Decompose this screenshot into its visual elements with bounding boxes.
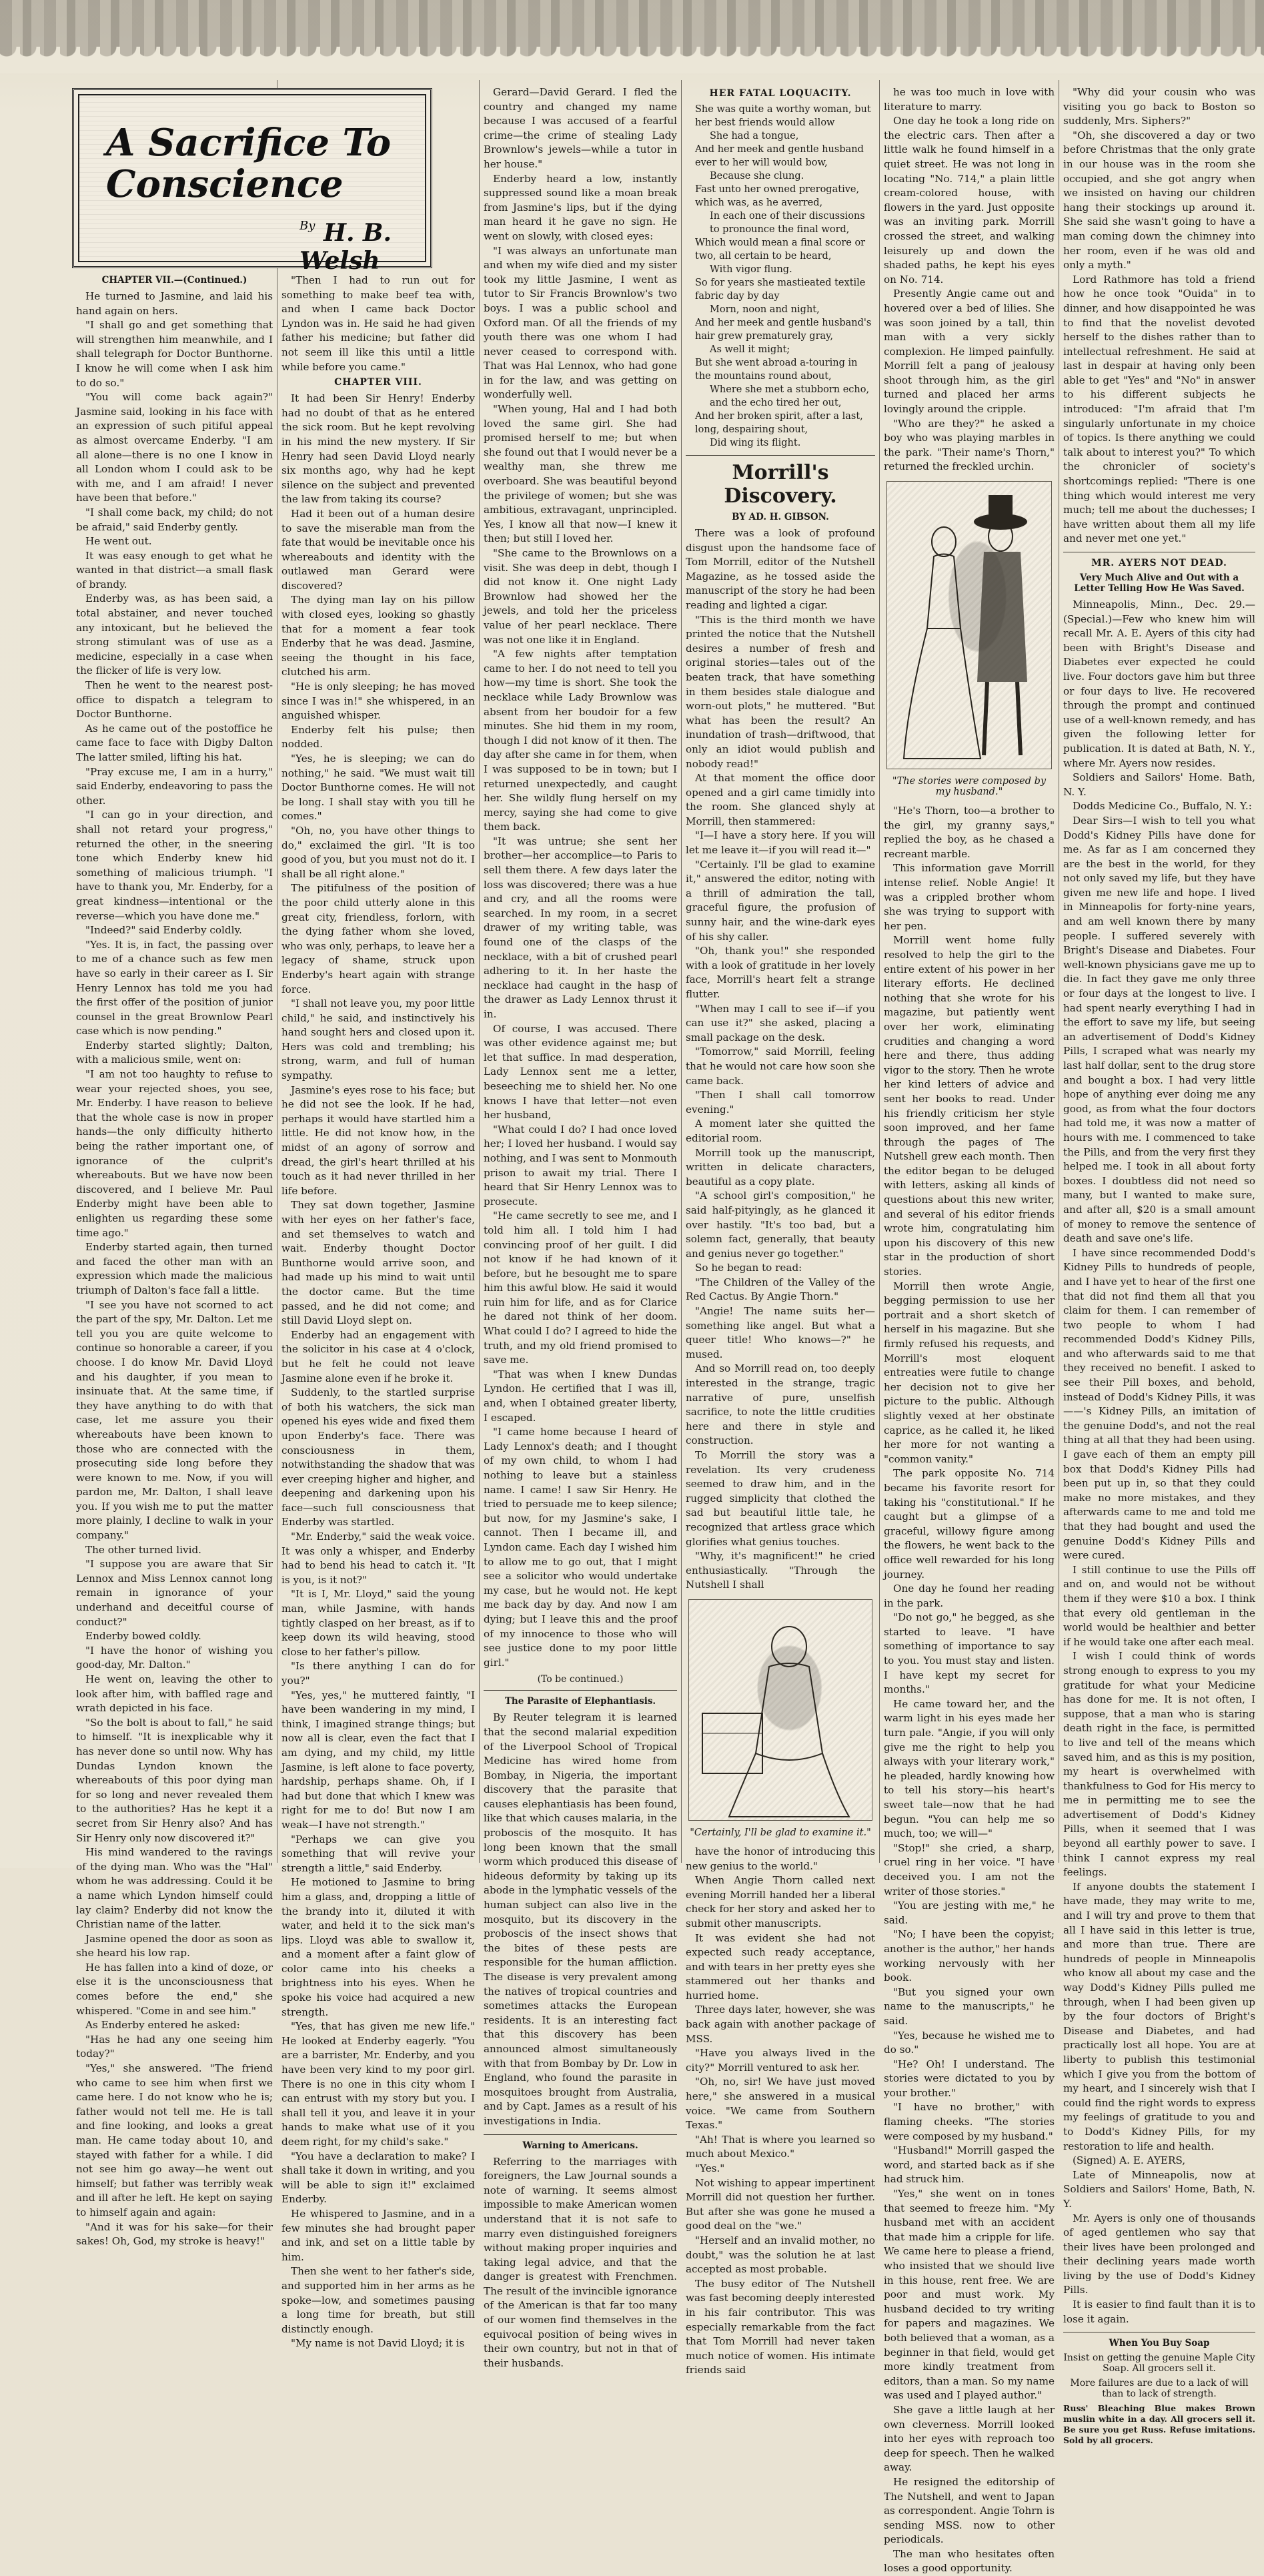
paragraph: As Enderby entered he asked: xyxy=(85,2019,240,2032)
paragraph: Enderby bowed coldly. xyxy=(85,1630,201,1643)
paragraph: "I came home because I heard of Lady Lennox's death; and I thought of my own child, to whom I had nothing to leave but a stainless name. I came! I saw Sir Henry. He tried to persuade me to keep silence; but now, for my Jasmine's sake, I cannot. Then I became ill, and Lyndon came. Each day I wished him to allow me to go out, that I might see a solicitor who would undertake my case, but he would not. He kept me back day by day. And now I am dying; but I leave this and the proof of my innocence to those who will see justice done to my poor little girl." xyxy=(484,1426,677,1669)
illustration-woman-at-desk xyxy=(688,1599,872,1821)
paragraph: Enderby felt his pulse; then nodded. xyxy=(281,723,475,751)
story-byline: $^{By}$ H. B. Welsh xyxy=(299,219,392,275)
chapter-8-heading: CHAPTER VIII. xyxy=(334,377,422,388)
paragraph: "Herself and an invalid mother, no doubt," was the solution he at last accepted as most probable. xyxy=(686,2234,875,2276)
misc-text-col6 xyxy=(1063,85,1255,546)
paragraph: Of course, I was accused. There was other evidence against me; but let that suffice. In mad desperation, Lady Lennox sent me a letter, beseeching me to shield her. No one knows I have that letter—not even her husband, xyxy=(484,1022,677,1122)
paragraph: Presently Angie came out and hovered over a bed of lilies. She was soon joined by a tall, thin man with a very sickly complexion. He limped painfully. Morrill felt a pang of jealousy shoot through him, as the girl turned and placed her arms lovingly around the cripple. xyxy=(884,288,1055,416)
paragraph: "So the bolt is about to fall," he said to himself. "It is inexplicable why it has never done so until now. Why has Dundas Lyndon known the whereabouts of this poor dying man for so long and never revealed them to the authorities? Has he kept it a secret from Sir Henry also? And has Sir Henry only now discovered it?" xyxy=(76,1716,273,1844)
paragraph: He went out. xyxy=(85,535,152,548)
paragraph: The man who hesitates often loses a good opportunity. xyxy=(884,2547,1055,2575)
paragraph: "I was always an unfortunate man and when my wife died and my sister took my little Jasmine, I went as tutor to Sir Francis Brownlow's two boys. I was a public school and Oxford man. Of all the friends of my youth there was one whom I had never ceased to correspond with. That was Hal Lennox, who had gone in for the law, and was getting on wonderfully well. xyxy=(484,244,677,401)
paragraph: Enderby started slightly; Dalton, with a malicious smile, went on: xyxy=(76,1039,273,1066)
paragraph: One day he found her reading in the park. xyxy=(884,1583,1055,1609)
paragraph: "Mr. Enderby," said the weak voice. It was only a whisper, and Enderby had to bend his head to catch it. "It is you, is it not?" xyxy=(281,1531,475,1586)
paragraph: I wish I could think of words strong enough to express to you my gratitude for what your Medicine has done for me. It is not often, I suppose, that a man who is staring death right in the face, is permitted to live and tell of the means which saved him, and as this is my position, my heart is overwhelmed with thankfulness to God for His mercy to me in permitting me to see the advertisement of Dodd's Kidney Pills, when it seemed that I was beyond all earthly power to save. I think I cannot express my real feelings. xyxy=(1063,1650,1255,1879)
story-title-box xyxy=(72,88,432,275)
paragraph: When Angie Thorn called next evening Morrill handed her a liberal check for her story and asked her to submit other manuscripts. xyxy=(686,1874,875,1929)
paragraph: have the honor of introducing this new genius to the world." xyxy=(686,1845,875,1872)
story-text-col3 xyxy=(484,85,677,1670)
morrill-title: Morrill's Discovery. xyxy=(724,461,837,508)
paragraph: "Oh, no, you have other things to do," exclaimed the girl. "It is too good of you, but you must not do it. I shall be all right alone." xyxy=(281,824,475,880)
soap-heading: When You Buy Soap xyxy=(1109,2338,1210,2349)
paragraph: "Why, it's magnificent!" he cried enthusiastically. "Through the Nutshell I shall xyxy=(686,1550,875,1591)
paragraph: "Is there anything I can do for you?" xyxy=(281,1660,475,1687)
paragraph: "Yes, he is sleeping; we can do nothing," he said. "We must wait till Doctor Bunthorne comes. He will not be long. I shall stay with you till he comes." xyxy=(281,753,475,823)
poem-line: She had a tongue, xyxy=(710,131,799,141)
illustration-couple xyxy=(886,481,1052,769)
paragraph: He turned to Jasmine, and laid his hand again on hers. xyxy=(76,290,273,317)
paragraph: "Then I shall call tomorrow evening." xyxy=(686,1089,875,1116)
paragraph: He went on, leaving the other to look after him, with baffled rage and wrath depicted in his face. xyxy=(76,1673,273,1715)
paragraph: Enderby heard a low, instantly suppressed sound like a moan break from Jasmine's lips, but if the dying man heard it he gave no sign. He went on slowly, with closed eyes: xyxy=(484,172,677,242)
paragraph: "I can go in your direction, and shall not retard your progress," returned the other, in the sneering tone which Enderby knew hid something of malicious triumph. "I have to thank you, Mr. Enderby, for a great kindness—intentional or the reverse—which you have done me." xyxy=(76,809,273,922)
paragraph: At that moment the office door opened and a girl came timidly into the room. She glanced shyly at Morrill, then stammered: xyxy=(686,772,875,827)
paragraph: Had it been out of a human desire to save the miserable man from the fate that would be inevitable once his whereabouts and identity with the outlawed man Gerard were discovered? xyxy=(281,507,475,592)
paragraph: "Yes, yes," he muttered faintly, "I have been wandering in my mind, I think, I imagined strange things; but now all is clear, even the fact that I am dying, and my child, my little Jasmine, is left alone to face poverty, hardship, perhaps shame. Oh, if I had but done that which I knew was right for me to do! But now I am weak—I have not strength." xyxy=(281,1689,475,1831)
paragraph: he was too much in love with literature to marry. xyxy=(884,86,1055,113)
column-1 xyxy=(72,274,277,2248)
paragraph: One day he took a long ride on the electric cars. Then after a little walk he found himself in a quiet street. He was not long in locating "No. 714," a plain little cream-colored house, with flowers in the yard. Just opposite was an inviting park. Morrill crossed the street, and walking leisurely up and down the shaded paths, he kept his eyes on No. 714. xyxy=(884,115,1055,286)
paragraph: Morrill then wrote Angie, begging permission to use her portrait and a short sketch of herself in his magazine. But she firmly refused his requests, and Morrill's most eloquent entreaties were futile to change her decision not to give her picture to the public. Although slightly vexed at her obstinate caprice, as he called it, he liked her more for not wanting a "common vanity." xyxy=(884,1280,1055,1465)
paragraph: "He? Oh! I understand. The stories were dictated to you by your brother." xyxy=(884,2058,1055,2099)
warning-text xyxy=(484,2155,677,2371)
paragraph: "My name is not David Lloyd; it is xyxy=(291,2337,465,2350)
paragraph: "You are jesting with me," he said. xyxy=(884,1899,1055,1926)
paragraph: Enderby had an engagement with the solicitor in his case at 4 o'clock, but he felt he could not leave Jasmine alone even if he broke it. xyxy=(281,1328,475,1384)
paragraph: Dear Sirs—I wish to tell you what Dodd's Kidney Pills have done for me. As far as I am concerned they are the best in the world, for they not only saved my life, but they have given me new life and hope. I lived in Minneapolis for forty-nine years, and am well known there by many people. I suffered severely with Bright's Disease and Diabetes. Four well-known physicians gave me up to die. In fact they gave me only three or four days at the longest to live. I had spent nearly everything I had in the effort to save my life, but seeing an advertisement of Dodd's Kidney Pills, I scraped what was nearly my last half dollar, sent to the drug store and bought a box. I had very little hope of anything ever doing me any good, as from what the four doctors had told me, it was now a matter of hours with me. I commenced to take the Pills, and from the very first they helped me. I took in all about forty boxes. I doubtless did not need so many, but I wanted to make sure, and after all, $20 is a small amount of money to remove the sentence of death and save one's life. xyxy=(1063,814,1255,1245)
ayers-text xyxy=(1063,598,1255,2326)
paragraph: "It is I, Mr. Lloyd," said the young man, while Jasmine, with hands tightly clasped on her breast, as if to keep down its wild heaving, stood close to her father's pillow. xyxy=(281,1588,475,1658)
to-be-continued: (To be continued.) xyxy=(537,1674,624,1685)
column-2 xyxy=(277,274,479,2350)
paragraph: There was a look of profound disgust upon the handsome face of Tom Morrill, editor of the Nutshell Magazine, as he tossed aside the manuscript of the story he had been reading and lighted a cigar. xyxy=(686,527,875,611)
paragraph: (Signed) A. E. AYERS, xyxy=(1073,2154,1186,2167)
morrill-author: BY AD. H. GIBSON. xyxy=(732,512,829,522)
paragraph: "It was untrue; she sent her brother—her accomplice—to Paris to sell them there. A few days later the loss was discovered; there was a hue and cry, and all the rooms were searched. In my room, in a secret drawer of my writing table, was found one of the clasps of the necklace, with a bit of crushed pearl adhering to it. In her haste the necklace had caught in the hasp of the drawer as Lady Lennox thrust it in. xyxy=(484,835,677,1020)
paragraph: Not wishing to appear impertinent Morrill did not question her further. But after she was gone he mused a good deal on the "we." xyxy=(686,2176,875,2232)
illustration-caption-a: "Certainly, I'll be glad to examine it." xyxy=(690,1827,871,1838)
paragraph: "A few nights after temptation came to her. I do not need to tell you how—my time is short. She took the necklace while Lady Brownlow was absent from her boudoir for a few minutes. She hid them in my room, though I did not know of it then. The day after she came in for them, when I was supposed to be in town; but I returned unexpectedly, and caught her. She wildly flung herself on my mercy, saying she had come to give them back. xyxy=(484,648,677,833)
paragraph: Gerard—David Gerard. I fled the country and changed my name because I was accused of a fearful crime—the crime of stealing Lady Brownlow's jewels—while a tutor in her house." xyxy=(484,86,677,170)
paragraph: Lord Rathmore has told a friend how he once took "Ouida" in to dinner, and how disappointed he was to find that the novelist devoted herself to the dishes rather than to intellectual refreshment. He said at last in despair at having only been able to get "Yes" and "No" in answer to his different subjects he introduced: "I'm afraid that I'm singularly unfortunate in my choice of topics. Is there anything we could talk about to interest you?" To which the chronicler of society's shortcomings replied: "There is one thing which would interest me very much; tell me about the duchesses; I have written about them all my life and never met one yet." xyxy=(1063,273,1255,545)
russ-ad: Russ' Bleaching Blue makes Brown muslin white in a day. All grocers sell it. Be sure you get Russ. Refuse imitations. Sold by all grocers. xyxy=(1063,2403,1255,2446)
paragraph: "Yes, because he wished me to do so." xyxy=(884,2029,1055,2056)
paragraph: It is easier to find fault than it is to lose it again. xyxy=(1063,2298,1255,2325)
paragraph: The other turned livid. xyxy=(85,1543,201,1556)
paragraph: A moment later she quitted the editorial room. xyxy=(686,1118,875,1144)
ayers-subtitle: Very Much Alive and Out with a Letter Telling How He Was Saved. xyxy=(1074,572,1245,594)
morrill-text-col5b xyxy=(884,804,1055,2576)
paragraph: "Oh, no, sir! We have just moved here," she answered in a musical voice. "We came from Southern Texas." xyxy=(686,2076,875,2132)
paragraph: "Do not go," he begged, as she started to leave. "I have something of importance to say to you. You must stay and listen. I have kept my secret for months." xyxy=(884,1611,1055,1696)
paragraph: This information gave Morrill intense relief. Noble Angie! It was a crippled brother whom she was trying to support with her pen. xyxy=(884,862,1055,932)
paragraph: "Yes," she answered. "The friend who came to see him when first we came here. I do not know who he is; father would not tell me. He is tall and fine looking, and looks a great man. He came today about 10, and stayed with father for a while. I did not see him go away—he went out himself; but father was terribly weak and ill after he left. He kept on saying to himself again and again: xyxy=(76,2062,273,2218)
paragraph: As he came out of the postoffice he came face to face with Digby Dalton The latter smiled, lifting his hat. xyxy=(76,722,273,763)
poem-line: Where she met a stubborn echo, and the echo tired her out, xyxy=(710,384,870,408)
torn-edge xyxy=(0,47,1264,73)
paragraph: They sat down together, Jasmine with her eyes on her father's face, and set themselves to watch and wait. Enderby thought Doctor Bunthorne would arrive soon, and had made up his mind to wait until the doctor came. But the time passed, and he did not come; and still David Lloyd slept on. xyxy=(281,1199,475,1327)
paragraph: "I shall not leave you, my poor little child," he said, and instinctively his hand sought hers and closed upon it. Hers was cold and trembling; his strong, warm, and full of human sympathy. xyxy=(281,997,475,1082)
story-text-col1 xyxy=(76,290,273,2249)
paragraph: And so Morrill read on, too deeply interested in the strange, tragic narrative of pure, unselfish sacrifice, to note the little crudities here and there in style and construction. xyxy=(686,1362,875,1447)
paragraph: Suddenly, to the startled surprise of both his watchers, the sick man opened his eyes wide and fixed them upon Enderby's face. There was consciousness in them, notwithstanding the shadow that was ever creeping higher and higher, and deepening and darkening upon his face—such full consciousness that Enderby was startled. xyxy=(281,1386,475,1529)
failures-text: More failures are due to a lack of will than to lack of strength. xyxy=(1070,2378,1249,2400)
paragraph: He whispered to Jasmine, and in a few minutes she had brought paper and ink, and set on a little table by him. xyxy=(281,2207,475,2263)
paragraph: "Yes. It is, in fact, the passing over to me of a chance such as few men have so early in their career as I. Sir Henry Lennox has told me you had the first offer of the position of junior counsel in the great Brownlow Pearl case which is now pending." xyxy=(76,938,273,1037)
paragraph: He resigned the editorship of The Nutshell, and went to Japan as correspondent. Angie Tohrn is sending MSS. now to other periodicals. xyxy=(884,2475,1055,2546)
paragraph: "The Children of the Valley of the Red Cactus. By Angie Thorn." xyxy=(686,1276,875,1303)
paragraph: If anyone doubts the statement I have made, they may write to me, and I will try and prove to them that all I have said in this letter is true, and more than true. There are hundreds of people in Minneapolis who know all about my case and the way Dodd's Kidney Pills pulled me through, when I had been given up by the four doctors of Bright's Disease and Diabetes, and had practically lost all hope. You are at liberty to publish this testimonial which I give you from the bottom of my heart, and I sincerely wish that I could find the right words to express my feelings of gratitude to you and to Dodd's Kidney Pills, for my restoration to life and health. xyxy=(1063,1880,1255,2152)
paragraph: She gave a little laugh at her own cleverness. Morrill looked into her eyes with reproach too deep for speech. Then he walked away. xyxy=(884,2403,1055,2474)
paragraph: "That was when I knew Dundas Lyndon. He certified that I was ill, and, when I obtained greater liberty, I escaped. xyxy=(484,1368,677,1424)
elephantiasis-heading: The Parasite of Elephantiasis. xyxy=(504,1696,656,1707)
paragraph: He has fallen into a kind of doze, or else it is the unconsciousness that comes before the end," she whispered. "Come in and see him." xyxy=(76,1961,273,2017)
poem-line: With vigor flung. xyxy=(710,264,792,275)
paragraph: Jasmine's eyes rose to his face; but he did not see the look. If he had, perhaps it would have startled him a little. He did not know how, in the midst of an agony of sorrow and dread, the girl's heart thrilled at his touch as it had never thrilled in her life before. xyxy=(281,1084,475,1197)
paragraph: "I shall go and get something that will strengthen him meanwhile, and I shall telegraph for Doctor Bunthorne. I know he will come when I ask him to do so." xyxy=(76,319,273,389)
paragraph: The park opposite No. 714 became his favorite resort for taking his "constitutional." If he caught but a glimpse of a graceful, willowy figure among the flowers, he went back to the office well rewarded for his long journey. xyxy=(884,1467,1055,1581)
paragraph: "Yes." xyxy=(695,2162,725,2174)
paragraph: "Then I had to run out for something to make beef tea with, and when I came back Doctor Lyndon was in. He said he had given father his medicine; but father did not seem ill like this until a little while before you came." xyxy=(281,274,475,373)
chapter-7-heading: CHAPTER VII.—(Continued.) xyxy=(101,275,247,286)
poem-line: As well it might; xyxy=(710,344,790,355)
column-6 xyxy=(1059,85,1259,2446)
paragraph: "You have a declaration to make? I shall take it down in writing, and you will be able to sign it!" exclaimed Enderby. xyxy=(281,2150,475,2206)
paragraph: Dodds Medicine Co., Buffalo, N. Y.: xyxy=(1073,800,1252,813)
morrill-text-col4 xyxy=(686,526,875,1593)
paragraph: "Husband!" Morrill gasped the word, and started back as if she had struck him. xyxy=(884,2144,1055,2186)
poem-line: But she went abroad a-touring in the mountains round about, xyxy=(695,358,858,382)
paragraph: Morrill took up the manuscript, written in delicate characters, beautiful as a copy plate. xyxy=(686,1146,875,1188)
paragraph: The dying man lay on his pillow with closed eyes, looking so ghastly that for a moment a fear took Enderby that he was dead. Jasmine, seeing the thought in his face, clutched his arm. xyxy=(281,594,475,679)
paragraph: To Morrill the story was a revelation. Its very crudeness seemed to draw him, and in the rugged simplicity that clothed the sad but beautiful little tale, he recognized that artless grace which glorifies what genius touches. xyxy=(686,1449,875,1548)
poem-line: And her broken spirit, after a last, long, despairing shout, xyxy=(695,411,863,435)
paragraph: Minneapolis, Minn., Dec. 29.—(Special.)—Few who knew him will recall Mr. A. E. Ayers of this city had been with Bright's Disease and Diabetes ever expected he could live. Four doctors gave him but three or four days to live. He recovered through the prompt and continued use of a well-known remedy, and has given the following letter for publication. It is dated at Bath, N. Y., where Mr. Ayers now resides. xyxy=(1063,598,1255,769)
morrill-text-col5 xyxy=(884,85,1055,474)
morrill-text-col4b xyxy=(686,1845,875,2378)
paragraph: Mr. Ayers is only one of thousands of aged gentlemen who say that their lives have been prolonged and their declining years made worth living by the use of Dodd's Kidney Pills. xyxy=(1063,2212,1255,2296)
paragraph: "Oh, thank you!" she responded with a look of gratitude in her lovely face, Morrill's heart felt a strange flutter. xyxy=(686,945,875,1000)
paragraph: So he began to read: xyxy=(695,1262,802,1274)
paragraph: Referring to the marriages with foreigners, the Law Journal sounds a note of warning. It seems almost impossible to make American women understand that it is not safe to marry even distinguished foreigners without making proper inquiries and taking legal advice, and that the danger is greatest with Frenchmen. The result of the invincible ignorance of the American is that far too many of our women find themselves in the equivocal position of being wives in their own country, but not in that of their husbands. xyxy=(484,2155,677,2369)
warning-heading: Warning to Americans. xyxy=(522,2140,638,2151)
paragraph: "He is only sleeping; he has moved since I was in!" she whispered, in an anguished whisper. xyxy=(281,681,475,722)
column-5 xyxy=(880,85,1059,2575)
poem-line: In each one of their discussions to pronounce the final word, xyxy=(710,211,865,235)
paragraph: The busy editor of The Nutshell was fast becoming deeply interested in his fair contributor. This was especially remarkable from the fact that Tom Morrill had never taken much notice of women. His intimate friends said xyxy=(686,2277,875,2377)
paragraph: "Ah! That is where you learned so much about Mexico." xyxy=(686,2133,875,2160)
paragraph: He came toward her, and the warm light in his eyes made her turn pale. "Angie, if you will only give me the right to help you always with your literary work," he pleaded, hardly knowing how to tell his story—his heart's sweet tale—now that he had begun. "You can help me so much, too; we will—" xyxy=(884,1697,1055,1840)
paragraph: "I have no brother," with flaming cheeks. "The stories were composed by my husband." xyxy=(884,2101,1055,2142)
paragraph: "I have the honor of wishing you good-day, Mr. Dalton." xyxy=(76,1644,273,1671)
poem-line: And her meek and gentle husband ever to her will would bow, xyxy=(695,144,864,168)
paragraph: "Indeed?" said Enderby coldly. xyxy=(85,924,242,937)
paragraph: Then she went to her father's side, and supported him in her arms as he spoke—low, and sometimes pausing a long time for breath, but still distinctly enough. xyxy=(281,2265,475,2335)
story-title: A Sacrifice To Conscience xyxy=(106,121,392,206)
paragraph: "But you signed your own name to the manuscripts," he said. xyxy=(884,1986,1055,2027)
paragraph: "And it was for his sake—for their sakes! Oh, God, my stroke is heavy!" xyxy=(76,2220,273,2248)
poem-title: HER FATAL LOQUACITY. xyxy=(709,88,852,99)
paragraph: Jasmine opened the door as soon as she heard his low rap. xyxy=(76,1932,273,1960)
paragraph: "Certainly. I'll be glad to examine it," answered the editor, noting with a thrill of admiration the tall, graceful figure, the profusion of sunny hair, and the wine-dark eyes of his shy caller. xyxy=(686,858,875,943)
paragraph: "Why did your cousin who was visiting you go back to Boston so suddenly, Mrs. Siphers?" xyxy=(1063,86,1255,127)
paragraph: Soldiers and Sailors' Home. Bath, N. Y. xyxy=(1063,771,1255,798)
paragraph: "You will come back again?" Jasmine said, looking in his face with an expression of such pitiful appeal as almost overcame Enderby. "I am all alone—there is no one I know in all London whom I could ask to be with me, and I am afraid! I never have been that before." xyxy=(76,391,273,504)
poem-line: Which would mean a final score or two, all certain to be heard, xyxy=(695,238,866,262)
paragraph: Morrill went home fully resolved to help the girl to the entire extent of his power in her literary efforts. He declined nothing that she wrote for his magazine, but patiently went over her work, eliminating crudities and changing a word here and there, thus adding vigor to the story. Then he wrote her kind letters of advice and sent her books to read. Under his friendly criticism her style soon improved, and her fame through the pages of The Nutshell grew each month. Then the editor began to be deluged with letters, asking all kinds of questions about this new writer, and several of his editor friends wrote him, congratulating him upon his discovery of this new star in the production of short stories. xyxy=(884,934,1055,1278)
paragraph: "What could I do? I had once loved her; I loved her husband. I would say nothing, and I was sent to Monmouth prison to await my trial. There I heard that Sir Henry Lennox was to prosecute. xyxy=(484,1123,677,1208)
paragraph: "I—I have a story here. If you will let me leave it—if you will read it—" xyxy=(686,829,875,857)
paragraph: "Who are they?" he asked a boy who was playing marbles in the park. "Their name's Thorn," returned the freckled urchin. xyxy=(884,417,1055,473)
poem-line: Because she clung. xyxy=(710,171,804,181)
paragraph: "When young, Hal and I had both loved the same girl. She had promised herself to me; but when she found out that I would never be a wealthy man, she threw me overboard. She was beautiful beyond the privilege of women; but she was ambitious, extravagant, unprincipled. Yes, I know all that now—I knew it then; but still I loved her. xyxy=(484,403,677,545)
paragraph: I have since recommended Dodd's Kidney Pills to hundreds of people, and I have yet to hear of the first one that did not find them all that you claim for them. I can remember of two people to whom I had recommended Dodd's Kidney Pills, and who afterwards said to me that they received no benefit. I asked to see their Pill boxes, and behold, instead of Dodd's Kidney Pills, it was ——'s Kidney Pills, an imitation of the genuine Dodd's, and not the real thing at all that they had been using. I gave each of them an empty pill box that Dodd's Kidney Pills had been put up in, so that they could make no more mistakes, and they afterwards came to me and told me that they had bought and used the genuine Dodd's Kidney Pills and were cured. xyxy=(1063,1246,1255,1562)
paragraph: The pitifulness of the position of the poor child utterly alone in this great city, friendless, forlorn, with the dying father whom she loved, who was only, perhaps, to leave her a legacy of shame, struck upon Enderby's heart again with strange force. xyxy=(281,882,475,995)
paragraph: "I am not too haughty to refuse to wear your rejected shoes, you see, Mr. Enderby. I have reason to believe that the whole case is now in proper hands—the only difficulty hitherto being the rather important one, of ignorance of the culprit's whereabouts. But we have now been discovered, and I believe Mr. Paul Enderby might have been able to enlighten us regarding these some time ago." xyxy=(76,1068,273,1239)
paragraph: By Reuter telegram it is learned that the second malarial expedition of the Liverpool School of Tropical Medicine has wired home from Bombay, in Nigeria, the important discovery that the parasite that causes elephantiasis has been found, like that which causes malaria, in the proboscis of the mosquito. It has long been known that the small worm which produced this disease of hideous deformity by taking up its abode in the lymphatic vessels of the human subject can also live in the mosquito, but its discovery in the proboscis of the insect shows that the bites of these pests are responsible for the human affliction. The disease is very prevalent among the natives of tropical countries and sometimes attacks the European residents. It is an interesting fact that this discovery has been announced almost simultaneously with that from Bombay by Dr. Low in England, who found the parasite in mosquitoes brought from Australia, and by Capt. James as a result of his investigations in India. xyxy=(484,1711,677,2127)
paragraph: "I see you have not scorned to act the part of the spy, Mr. Dalton. Let me tell you you are quite welcome to continue so honorable a career, if you choose. I do know Mr. David Lloyd and his daughter, if you mean to insinuate that. At the same time, if they have anything to do with that case, let me assure you their whereabouts have been known to those who are connected with the prosecuting side long before they were known to me. Now, if you will pardon me, Mr. Dalton, I shall leave you. If you wish me to put the matter more plainly, I decline to walk in your company." xyxy=(76,1298,273,1542)
paragraph: Then he went to the nearest post-office to dispatch a telegram to Doctor Bunthorne. xyxy=(76,679,273,721)
poem-line: Morn, noon and night, xyxy=(710,304,820,315)
paragraph: "Angie! The name suits her—something like angel. But what a queer title! Who knows—?" he mused. xyxy=(686,1305,875,1360)
paragraph: Three days later, however, she was back again with another package of MSS. xyxy=(686,2004,875,2045)
paragraph: "This is the third month we have printed the notice that the Nutshell desires a number of fresh and original stories—tales out of the beaten track, that have something in them besides stale dialogue and worn-out plots," he muttered. "But what has been the result? An inundation of trash—driftwood, that only an idiot would publish and nobody read!" xyxy=(686,613,875,770)
poem-line: Did wing its flight. xyxy=(710,438,801,448)
poem-line: She was quite a worthy woman, but her best friends would allow xyxy=(695,104,871,128)
paragraph: "I suppose you are aware that Sir Lennox and Miss Lennox cannot long remain in ignorance of your underhand and deceitful course of conduct?" xyxy=(76,1558,273,1628)
paragraph: "When may I call to see if—if you can use it?" she asked, placing a small package on the desk. xyxy=(686,1002,875,1043)
illustration-caption-b: "The stories were composed by my husband." xyxy=(892,776,1047,798)
paragraph: "He came secretly to see me, and I told him all. I told him I had convincing proof of her guilt. I did not know if he had known of it before, but he besought me to spare him this awful blow. He said it would ruin him for life, and as for Clarice he dared not think of her doom. What could I do? I agreed to hide the truth, and my old friend promised to save me. xyxy=(484,1210,677,1366)
elephantiasis-text xyxy=(484,1711,677,2128)
paragraph: "She came to the Brownlows on a visit. She was deep in debt, though I did not know it. One night Lady Brownlow had showed her the jewels, and told her the priceless value of her pearl necklace. There was not one like it in England. xyxy=(484,547,677,646)
story-text-col2 xyxy=(281,392,475,2351)
poem-line: And her meek and gentle husband's hair grew prematurely gray, xyxy=(695,318,872,342)
paragraph: Enderby was, as has been said, a total abstainer, and never touched any intoxicant, but he believed the strong stimulant was of use as a medicine, especially in a case when the flicker of life is very low. xyxy=(76,592,273,677)
poem-line: Fast unto her owned prerogative, which was, as he averred, xyxy=(695,184,860,208)
paragraph: "Has he had any one seeing him today?" xyxy=(76,2033,273,2060)
paragraph: It was evident she had not expected such ready acceptance, and with tears in her pretty eyes she stammered out her thanks and hurried home. xyxy=(686,1931,875,2002)
paragraph: "Stop!" she cried, a sharp, cruel ring in her voice. "I have deceived you. I am not the writer of those stories." xyxy=(884,1841,1055,1897)
paragraph: "Perhaps we can give you something that will revive your strength a little," said Enderby. xyxy=(281,1833,475,1874)
paragraph: "Yes, that has given me new life." He looked at Enderby eagerly. "You are a barrister, Mr. Enderby, and you have been very kind to my poor girl. There is no one in this city whom I can entrust with my story but you. I shall tell it you, and leave it in your hands to make what use of it you deem right, for my child's sake." xyxy=(281,2020,475,2148)
paragraph: It had been Sir Henry! Enderby had no doubt of that as he entered the sick room. But he kept revolving in his mind the new mystery. If Sir Henry had seen David Lloyd nearly six months ago, why had he kept silence on the subject and prevented the law from taking its course? xyxy=(281,392,475,506)
paragraph: "Pray excuse me, I am in a hurry," said Enderby, endeavoring to pass the other. xyxy=(76,765,273,807)
paragraph: "He's Thorn, too—a brother to the girl, my granny says," replied the boy, as he chased a recreant marble. xyxy=(884,805,1055,860)
paragraph: Enderby started again, then turned and faced the other man with an expression which made the malicious triumph of Dalton's face fall a little. xyxy=(76,1241,273,1296)
paragraph: "Have you always lived in the city?" Morrill ventured to ask her. xyxy=(686,2047,875,2074)
paragraph: "Yes," she went on in tones that seemed to freeze him. "My husband met with an accident that made him a cripple for life. We came here to please a friend, who insisted that we should live in this house, rent free. We are poor and must work. My husband decided to try writing for papers and magazines. We both believed that a woman, as a beginner in that field, would get more kindly treatment from editors, than a man. So my name was used and I played author." xyxy=(884,2188,1055,2402)
column-4 xyxy=(682,85,879,2377)
soap-text: Insist on getting the genuine Maple City Soap. All grocers sell it. xyxy=(1063,2352,1255,2375)
story-text-col2-top xyxy=(281,274,475,374)
poem-text xyxy=(686,103,875,450)
paragraph: "No; I have been the copyist; another is the author," her hands working nervously with her book. xyxy=(884,1928,1055,1984)
paragraph: It was easy enough to get what he wanted in that district—a small flask of brandy. xyxy=(76,549,273,590)
paragraph: "Tomorrow," said Morrill, feeling that he would not care how soon she came back. xyxy=(686,1045,875,1087)
ayers-title: MR. AYERS NOT DEAD. xyxy=(1091,558,1227,568)
paragraph: Late of Minneapolis, now at Soldiers and Sailors' Home, Bath, N. Y. xyxy=(1063,2168,1255,2210)
paragraph: His mind wandered to the ravings of the dying man. Who was the "Hal" whom he was addressing. Could it be a name which Lyndon himself could lay claim? Enderby did not know the Christian name of the latter. xyxy=(76,1846,273,1931)
paragraph: I still continue to use the Pills off and on, and would not be without them if they were $10 a box. I think that every old gentleman in the world would be healthier and better if he would take one after each meal. xyxy=(1063,1563,1255,1648)
paragraph: He motioned to Jasmine to bring him a glass, and, dropping a little of the brandy into it, diluted it with water, and held it to the sick man's lips. Lloyd was able to swallow it, and a moment after a faint glow of color came into his cheeks a brightness into his eyes. When he spoke his voice had acquired a new strength. xyxy=(281,1876,475,2018)
poem-line: So for years she mastieated textile fabric day by day xyxy=(695,278,866,302)
paragraph: "A school girl's composition," he said half-pityingly, as he glanced it over hastily. "It's too bad, but a solemn fact, generally, that beauty and genius never go together." xyxy=(686,1190,875,1260)
column-3 xyxy=(480,85,681,2369)
paragraph: "I shall come back, my child; do not be afraid," said Enderby gently. xyxy=(76,506,273,533)
paragraph: "Oh, she discovered a day or two before Christmas that the only grate in our house was in the room she occupied, and she got angry when we insisted on having our children hang their stockings up around it. She said she wasn't going to have a man coming down the chimney into her room, even if he was old and only a myth." xyxy=(1063,129,1255,272)
